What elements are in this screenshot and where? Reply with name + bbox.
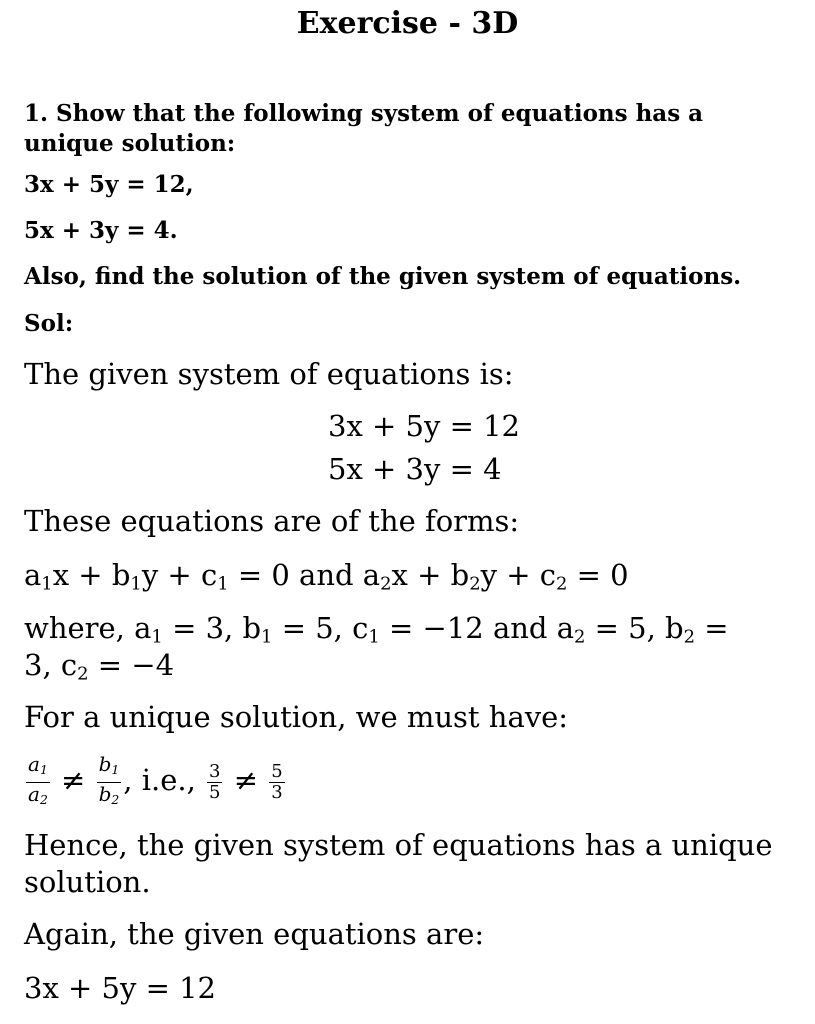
general-form-equation <box>24 557 794 602</box>
not-equal-sign: ≠ <box>61 763 86 797</box>
fraction-denominator: $b_2$ <box>98 781 120 807</box>
centered-equation-1: 3x + 5y = 12 <box>328 409 521 443</box>
form-part: a <box>24 558 42 592</box>
forms-intro: These equations are of the forms: <box>24 504 520 538</box>
form-sub: 2 <box>469 573 481 595</box>
where-sub: 1 <box>261 626 273 648</box>
conclusion-line-1: Hence, the given system of equations has a unique <box>24 828 773 862</box>
form-part: x + b <box>52 558 131 592</box>
where-sub: 1 <box>151 626 163 648</box>
fraction-denominator: 3 <box>271 781 283 803</box>
where-sub: 2 <box>574 626 586 648</box>
form-part: y + c <box>480 558 556 592</box>
form-sub: 1 <box>130 573 142 595</box>
final-equation: 3x + 5y = 12 <box>24 971 217 1005</box>
where-part: where, a <box>24 611 152 645</box>
fraction-5-3 <box>269 762 284 803</box>
where-sub: 1 <box>368 626 380 648</box>
form-sub: 1 <box>41 573 53 595</box>
where-sub: 2 <box>77 663 89 685</box>
where-part: = −12 and a <box>379 611 574 645</box>
solution-label: Sol: <box>24 310 74 337</box>
where-part: = 3, b <box>162 611 262 645</box>
where-part: = 5, c <box>272 611 369 645</box>
centered-equation-2: 5x + 3y = 4 <box>328 452 502 486</box>
where-part: 3, c <box>24 648 78 682</box>
question-line-2: unique solution: <box>24 130 236 157</box>
question-equation-1: 3x + 5y = 12, <box>24 171 194 198</box>
fraction-numerator: $b_1$ <box>97 753 122 782</box>
page-title: Exercise - 3D <box>296 6 519 41</box>
fraction-denominator: 5 <box>209 781 221 803</box>
fraction-numerator: 5 <box>271 760 283 782</box>
conclusion-line-2: solution. <box>24 865 151 899</box>
form-part: x + b <box>391 558 470 592</box>
question-line-3: Also, find the solution of the given system of equations. <box>24 263 742 290</box>
form-part: = 0 <box>567 558 629 592</box>
fraction-a1-a2 <box>26 753 50 810</box>
coefficients-line-2 <box>24 647 794 692</box>
solution-intro: The given system of equations is: <box>24 357 514 391</box>
form-part: = 0 and a <box>228 558 381 592</box>
form-sub: 2 <box>556 573 568 595</box>
question-equation-2: 5x + 3y = 4. <box>24 217 178 244</box>
form-sub: 2 <box>380 573 392 595</box>
where-sub: 2 <box>683 626 696 648</box>
fraction-3-5 <box>207 762 222 803</box>
question-line-1: 1. Show that the following system of equations has a <box>24 100 704 127</box>
where-part: = −4 <box>88 648 175 682</box>
fraction-numerator: $a_1$ <box>26 753 50 782</box>
form-sub: 1 <box>217 573 229 595</box>
fraction-numerator: 3 <box>209 760 221 782</box>
where-part: = 5, b <box>585 611 684 645</box>
where-part: = <box>695 611 729 645</box>
not-equal-sign: ≠ <box>233 763 259 797</box>
unique-solution-intro: For a unique solution, we must have: <box>24 700 569 734</box>
fraction-denominator: $a_2$ <box>28 781 48 807</box>
again-intro: Again, the given equations are: <box>24 917 485 951</box>
ratio-condition <box>24 750 794 811</box>
fraction-b1-b2 <box>97 753 122 810</box>
ie-text: , i.e., <box>123 763 206 797</box>
form-part: y + c <box>141 558 218 592</box>
